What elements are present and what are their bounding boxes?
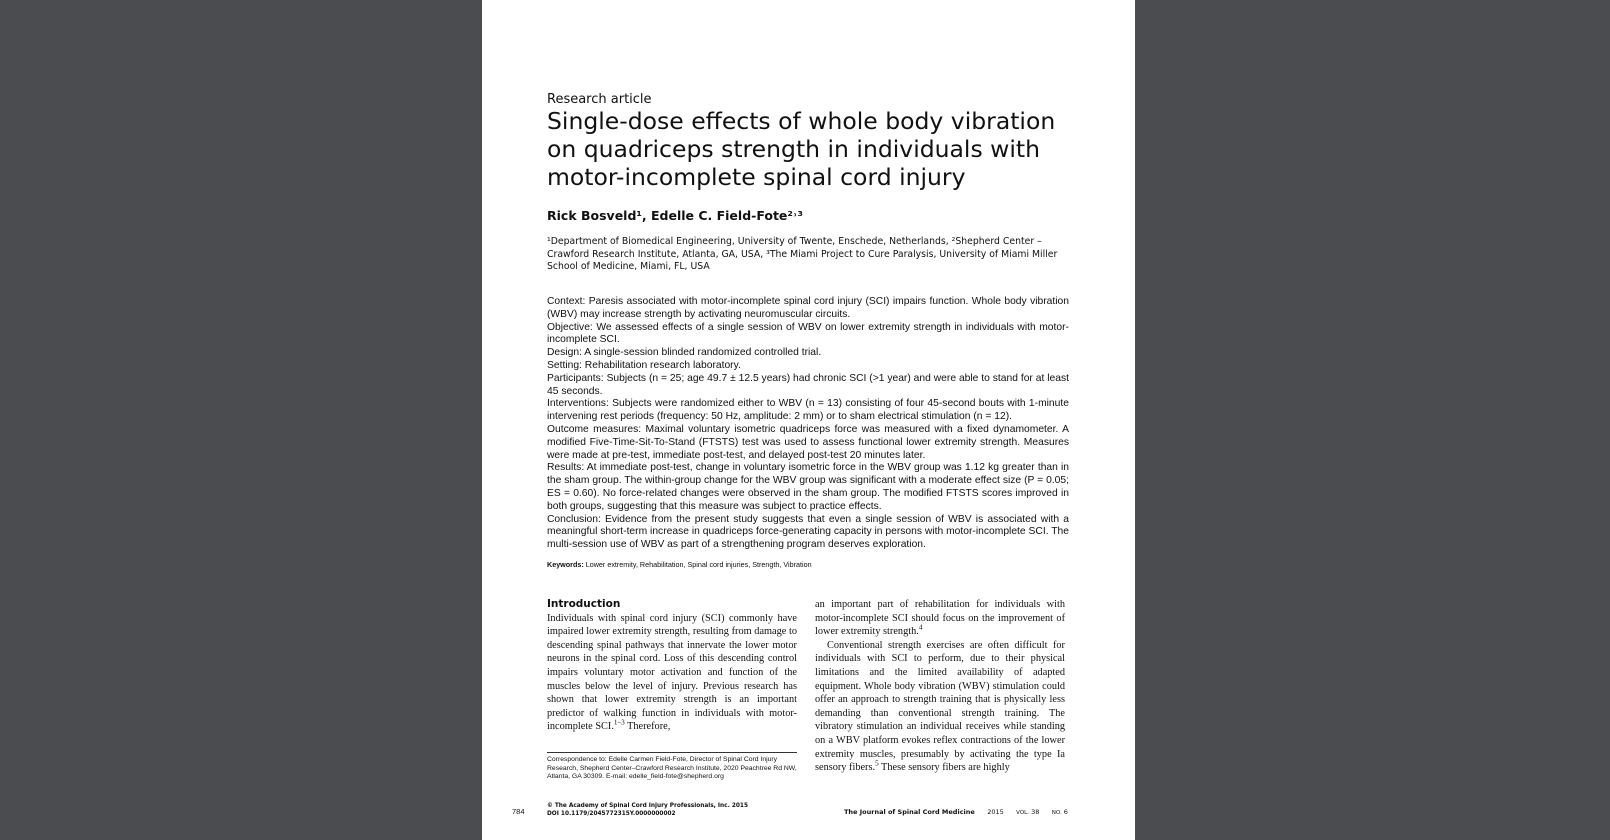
doi: DOI 10.1179/2045772315Y.0000000002 [547, 811, 676, 817]
abstract-text: Paresis associated with motor-incomplete spinal cord injury (SCI) impairs function. Whole body vibration (WBV) may increase strength by activating neuromuscular circuits. [547, 296, 1069, 320]
abstract-label: Interventions: [547, 398, 609, 410]
citation: 4 [918, 623, 923, 632]
body-paragraph: Individuals with spinal cord injury (SCI) commonly have impaired lower extremity strength, resulting from damage to descending spinal pathways that innervate the lower motor neurons in the spinal cord. Loss of this descending control impairs voluntary motor activation and function of the muscles below the level of injury. Previous research has shown that lower extremity strength is an important predictor of walking function in individuals with motor-incomplete SCI.$^{1-3}$ Therefore, [547, 612, 797, 733]
abstract-label: Design: [547, 347, 582, 359]
abstract-text: Rehabilitation research laboratory. [584, 359, 741, 371]
abstract-label: Setting: [547, 359, 582, 371]
keywords-text: Lower extremity, Rehabilitation, Spinal cord injuries, Strength, Vibration [585, 560, 812, 569]
abstract-design [547, 347, 1069, 360]
pdf-page [482, 0, 1135, 840]
abstract-label: Objective: [547, 321, 593, 333]
journal-name: The Journal of Spinal Cord Medicine [844, 808, 975, 816]
keywords [547, 560, 1069, 569]
abstract-label: Context: [547, 296, 586, 307]
abstract-text: A single-session blinded randomized controlled trial. [584, 347, 822, 359]
abstract-participants [547, 373, 1069, 399]
abstract-label: Participants: [547, 372, 604, 384]
abstract-text: Subjects (n = 25; age 49.7 ± 12.5 years) had chronic SCI (>1 year) and were able to stand for at least 45 seconds. [547, 372, 1069, 397]
abstract-setting [547, 360, 1069, 373]
body-column-left [547, 598, 797, 734]
affiliations: ¹Department of Biomedical Engineering, University of Twente, Enschede, Netherlands, ²Shepherd Center – Crawford Research Institute, Atlanta, GA, USA, ³The Miami Project to Cure Paralysis, University of Miami Miller School of Medicine, Miami, FL, USA [547, 236, 1058, 272]
no-label: NO. [1051, 810, 1062, 816]
abstract [547, 296, 1069, 552]
citation: 1–3 [613, 718, 625, 727]
abstract-results [547, 462, 1069, 513]
body-column-right [815, 598, 1065, 775]
abstract-outcome [547, 424, 1069, 462]
journal-footer [844, 808, 1068, 816]
abstract-label: Results: [547, 462, 585, 474]
copyright: © The Academy of Spinal Cord Injury Professionals, Inc. 2015 [547, 803, 748, 809]
abstract-label: Outcome measures: [547, 423, 642, 435]
page-number: 784 [512, 807, 525, 816]
body-paragraph: Conventional strength exercises are often difficult for individuals with SCI to perform, due to their physical limitations and the limited availability of adapted equipment. Whole body vibration (WBV) stimulation could offer an approach to strength training that is physically less demanding than conventional strength training. The vibratory stimulation an individual receives while standing on a WBV platform evokes reflex contractions of the lower extremity muscles, presumably by activating the type Ia sensory fibers.$^5$ These sensory fibers are highly [815, 639, 1065, 774]
keywords-label: Keywords: [547, 560, 584, 569]
abstract-objective [547, 322, 1069, 348]
abstract-interventions [547, 398, 1069, 424]
authors: Rick Bosveld¹, Edelle C. Field-Fote²˒³ [547, 208, 803, 223]
abstract-conclusion [547, 514, 1069, 552]
correspondence-footnote: Correspondence to: Edelle Carmen Field-Fote, Director of Spinal Cord Injury Research, Shepherd Center–Crawford Research Institute, 2020 Peachtree Rd NW, Atlanta, GA 30309. E-mail: edelle_field-fote@shepherd.org [547, 756, 797, 781]
vol-label: VOL. [1016, 810, 1029, 816]
abstract-text: At immediate post-test, change in voluntary isometric force in the WBV group was 1.12 kg greater than in the sham group. The within-group change for the WBV group was significant with a moderate effect size (P = 0.05; ES = 0.60). No force-related changes were observed in the sham group. The modified FTSTS scores improved in both groups, suggesting that this measure was subject to practice effects. [547, 462, 1069, 512]
journal-year: 2015 [987, 808, 1004, 816]
abstract-label: Conclusion: [547, 513, 601, 525]
section-heading: Introduction [547, 598, 621, 610]
body-paragraph: an important part of rehabilitation for individuals with motor-incomplete SCI should focus on the improvement of lower extremity strength.$^4$ [815, 599, 1065, 638]
abstract-text: Evidence from the present study suggests that even a single session of WBV is associated with a meaningful short-term increase in quadriceps force-generating capacity in persons with motor-incomplete SCI. The multi-session use of WBV as part of a strengthening program deserves exploration. [547, 513, 1069, 551]
copyright-block [547, 802, 748, 818]
citation: 5 [875, 759, 879, 768]
journal-volume: 38 [1031, 808, 1040, 816]
abstract-context [547, 296, 1069, 322]
footnote-divider [547, 752, 797, 753]
abstract-text: Maximal voluntary isometric quadriceps force was measured with a fixed dynamometer. A modified Five-Time-Sit-To-Stand (FTSTS) test was used to assess functional lower extremity strength. Measures were made at pre-test, immediate post-test, and delayed post-test 20 minutes later. [547, 423, 1069, 461]
abstract-text: We assessed effects of a single session of WBV on lower extremity strength in individuals with motor-incomplete SCI. [547, 321, 1069, 346]
article-type-label: Research article [547, 92, 652, 107]
article-title: Single-dose effects of whole body vibration on quadriceps strength in individuals with motor-incomplete spinal cord injury [547, 107, 1056, 191]
abstract-text: Subjects were randomized either to WBV (n = 13) consisting of four 45-second bouts with 1-minute intervening rest periods (frequency: 50 Hz, amplitude: 2 mm) or to sham electrical stimulation (n = 12). [547, 398, 1069, 423]
journal-issue: 6 [1063, 808, 1068, 816]
